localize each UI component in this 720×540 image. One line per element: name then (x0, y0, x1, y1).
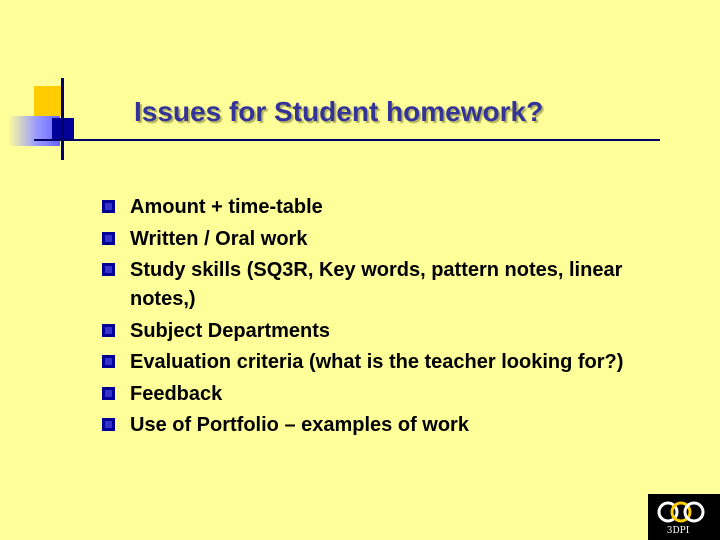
bullet-text: Study skills (SQ3R, Key words, pattern notes, linear notes,) (130, 259, 623, 310)
bullet-item (100, 348, 680, 377)
decorative-vertical-line (61, 78, 64, 160)
square-bullet-icon (102, 200, 115, 213)
bullet-item (100, 411, 680, 440)
bullet-text: Feedback (130, 382, 223, 405)
bullet-text: Written / Oral work (130, 227, 308, 250)
bullet-text: Evaluation criteria (what is the teacher looking for?) (130, 351, 624, 373)
bullet-item (100, 380, 680, 409)
square-bullet-icon (102, 324, 115, 337)
bullet-item (100, 225, 680, 254)
bullet-item (100, 317, 680, 346)
logo (648, 494, 720, 540)
square-bullet-icon (102, 355, 115, 368)
bullet-item (100, 193, 680, 222)
square-bullet-icon (102, 232, 115, 245)
square-bullet-icon (102, 263, 115, 276)
bullet-list (100, 193, 680, 443)
square-bullet-icon (102, 418, 115, 431)
bullet-text: Subject Departments (130, 319, 331, 342)
decorative-yellow-square (34, 86, 64, 116)
slide-title: Issues for Student homework? (134, 96, 544, 127)
title-underline (34, 139, 660, 141)
bullet-text: Amount + time-table (130, 196, 323, 218)
square-bullet-icon (102, 387, 115, 400)
bullet-text: Use of Portfolio – examples of work (130, 414, 469, 436)
logo-text: 3DPI (666, 526, 690, 536)
bullet-item (100, 256, 680, 314)
